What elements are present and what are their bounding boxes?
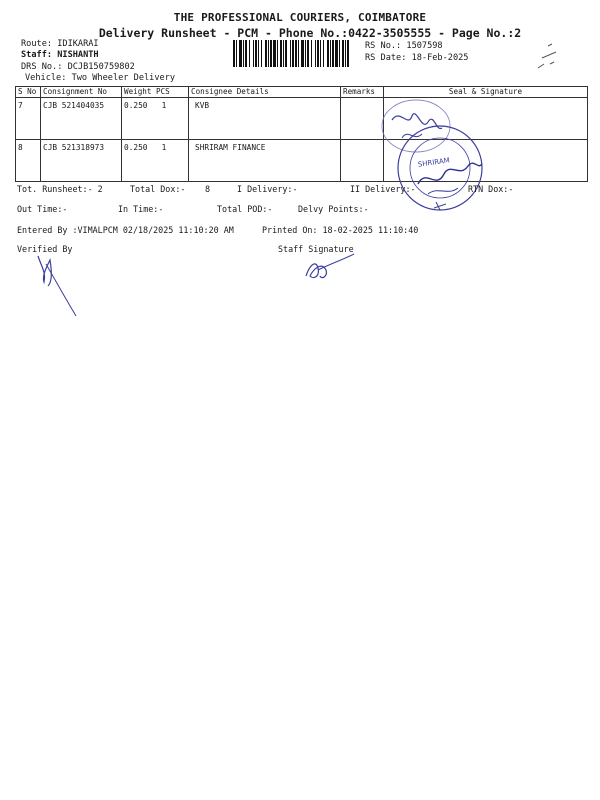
total-dox-label: Total Dox:- (130, 184, 186, 194)
row-sno: 8 (16, 140, 41, 182)
pen-mark-icon (530, 42, 570, 72)
row-consignee: KVB (189, 98, 341, 140)
total-dox-value: 8 (205, 184, 211, 194)
row-pcs: 1 (161, 101, 167, 110)
delvy-points-label: Delvy Points:- (298, 204, 369, 214)
total-pod-label: Total POD:- (217, 204, 273, 214)
table-row (16, 140, 588, 182)
barcode (233, 40, 351, 67)
runsheet-subtitle: Delivery Runsheet - PCM - Phone No.:0422-3505555 - Page No.:2 (98, 26, 522, 40)
staff-label: Staff: NISHANTH (21, 50, 99, 60)
row-pcs: 1 (161, 143, 167, 152)
total-runsheet: Tot. Runsheet:- 2 (17, 184, 103, 194)
printed-on: Printed On: 18-02-2025 11:10:40 (262, 225, 419, 235)
in-time-label: In Time:- (118, 204, 164, 214)
staff-signature-label: Staff Signature (278, 244, 354, 254)
row-consignee: SHRIRAM FINANCE (189, 140, 341, 182)
row-weight-pcs (122, 140, 189, 182)
runsheet-table (15, 86, 588, 182)
row-weight: 0.250 (124, 101, 148, 110)
col-consignee: Consignee Details (189, 87, 341, 98)
out-time-label: Out Time:- (17, 204, 68, 214)
company-title: THE PROFESSIONAL COURIERS, COIMBATORE (173, 11, 427, 24)
col-weight-pcs: Weight PCS (122, 87, 189, 98)
row-sno: 7 (16, 98, 41, 140)
table-header-row (16, 87, 588, 98)
route-label: Route: IDIKARAI (21, 39, 99, 49)
entered-by: Entered By :VIMALPCM 02/18/2025 11:10:20 AM (17, 225, 234, 235)
row-weight-pcs (122, 98, 189, 140)
staff-signature-icon (300, 246, 362, 286)
col-seal-signature: Seal & Signature (384, 87, 588, 98)
col-sno: S No (16, 87, 41, 98)
row-consignment: CJB 521318973 (41, 140, 122, 182)
drs-number: DRS No.: DCJB150759802 (21, 62, 135, 72)
stamp-text: SHRIRAM (417, 156, 451, 169)
rs-date: RS Date: 18-Feb-2025 (365, 53, 469, 63)
row-weight: 0.250 (124, 143, 148, 152)
i-delivery-label: I Delivery:- (237, 184, 298, 194)
rs-number: RS No.: 1507598 (365, 41, 443, 51)
verified-by-label: Verified By (17, 244, 73, 254)
col-remarks: Remarks (341, 87, 384, 98)
row-consignment: CJB 521404035 (41, 98, 122, 140)
vehicle-label: Vehicle: Two Wheeler Delivery (25, 73, 176, 83)
rtn-dox-label: RTN Dox:- (468, 184, 514, 194)
table-row (16, 98, 588, 140)
verified-signature-icon (28, 242, 88, 320)
seal-stamp-icon (378, 98, 498, 216)
col-consignment: Consignment No (41, 87, 122, 98)
ii-delivery-label: II Delivery:- (350, 184, 416, 194)
